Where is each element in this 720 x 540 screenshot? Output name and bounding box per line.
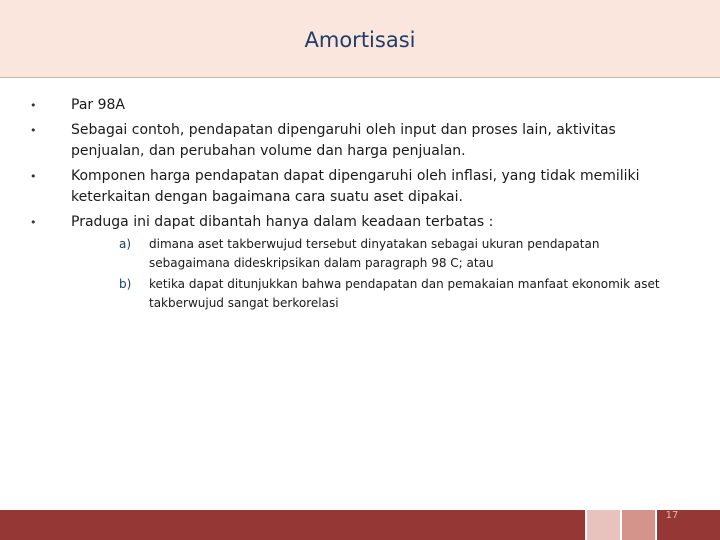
sub-list — [71, 235, 680, 313]
bullet-text: Praduga ini dapat dibantah hanya dalam keadaan terbatas : — [71, 214, 494, 230]
footer-band-light — [587, 510, 620, 540]
bullet-item — [30, 120, 680, 162]
bullet-text: Komponen harga pendapatan dapat dipengaruhi oleh inflasi, yang tidak memiliki keterkaitan dengan bagaimana cara suatu aset dipakai. — [71, 168, 640, 205]
bullet-item — [30, 95, 680, 116]
bullet-dot-icon: • — [30, 99, 37, 112]
bullet-text: Sebagai contoh, pendapatan dipengaruhi oleh input dan proses lain, aktivitas penjualan, dan perubahan volume dan harga penjualan. — [71, 122, 616, 159]
sub-item — [119, 235, 680, 273]
slide-title: Amortisasi — [304, 28, 416, 52]
footer-bar — [0, 510, 720, 540]
bullet-text: Par 98A — [71, 97, 125, 113]
sub-item-marker: b) — [119, 277, 132, 291]
bullet-item — [30, 212, 680, 313]
bullet-dot-icon: • — [30, 170, 37, 183]
title-band — [0, 0, 720, 78]
bullet-item — [30, 166, 680, 208]
bullet-list — [30, 95, 680, 313]
bullet-dot-icon: • — [30, 216, 37, 229]
sub-item-text: ketika dapat ditunjukkan bahwa pendapatan dan pemakaian manfaat ekonomik aset takberwujud sangat berkorelasi — [149, 277, 660, 310]
slide-content — [30, 95, 680, 317]
footer-band-mid — [622, 510, 655, 540]
bullet-dot-icon: • — [30, 124, 37, 137]
page-number: 17 — [665, 510, 679, 521]
footer-band-main — [0, 510, 585, 540]
sub-item-text: dimana aset takberwujud tersebut dinyatakan sebagai ukuran pendapatan sebagaimana dideskripsikan dalam paragraph 98 C; atau — [149, 237, 600, 270]
sub-item — [119, 275, 680, 313]
sub-item-marker: a) — [119, 237, 132, 251]
